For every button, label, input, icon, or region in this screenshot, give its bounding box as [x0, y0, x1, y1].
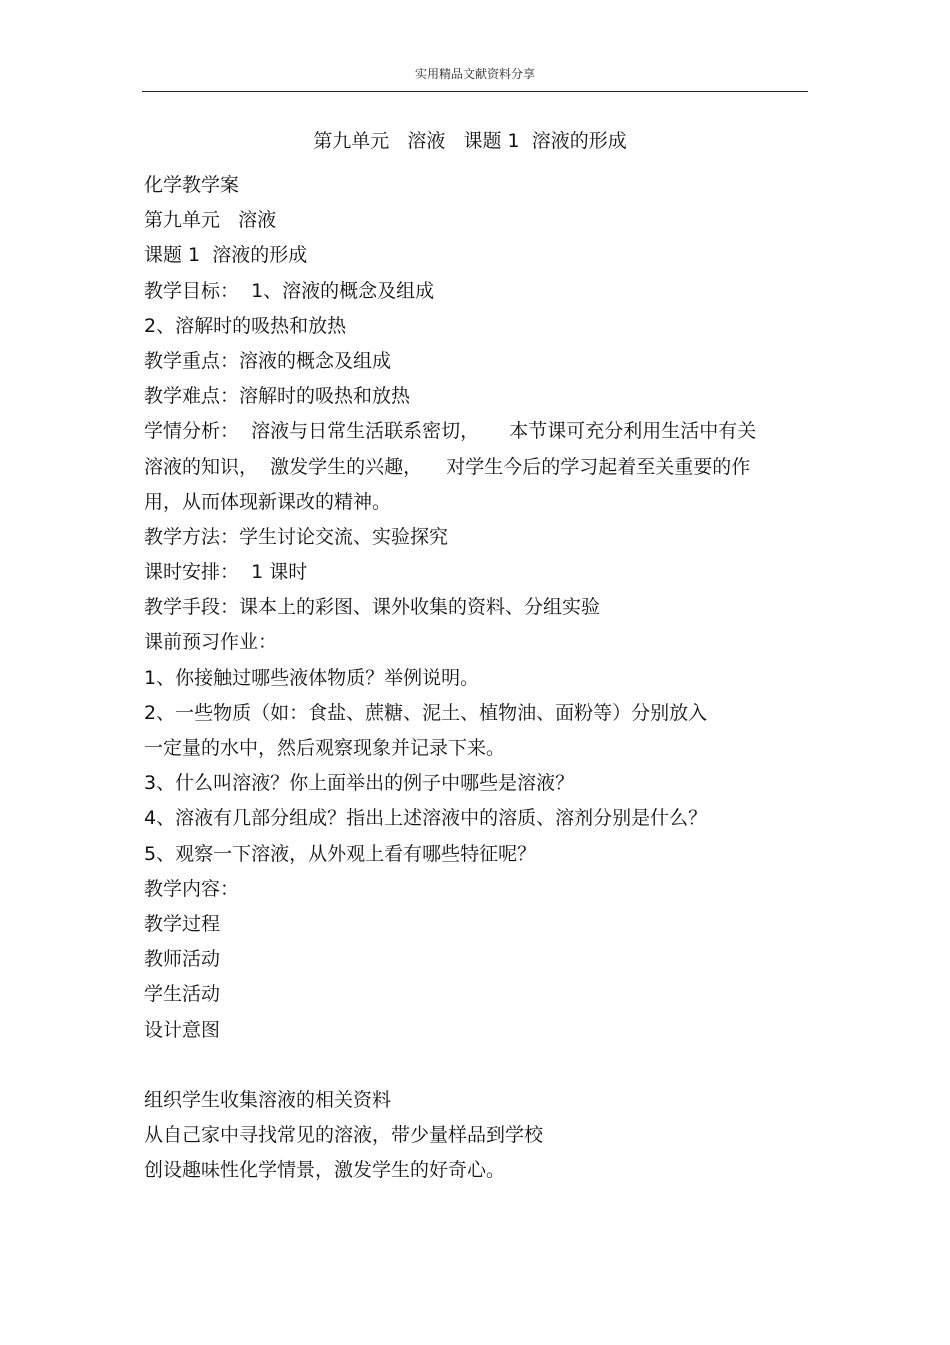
document-body: [144, 168, 800, 1188]
text-line: 一定量的水中，然后观察现象并记录下来。: [144, 737, 506, 759]
text-line: 教师活动: [144, 948, 221, 971]
page-header: 实用精品文献资料分享: [414, 67, 535, 81]
text-line: 用，从而体现新课改的精神。: [144, 490, 392, 513]
text-line: 2、一些物质（如：食盐、蔗糖、泥土、植物油、面粉等）分别放入: [144, 701, 708, 724]
text-line: 1、你接触过哪些液体物质？举例说明。: [144, 666, 480, 689]
text-line: 教学目标： 1、溶液的概念及组成: [144, 279, 435, 302]
text-line: 课题 1 溶液的形成: [144, 244, 308, 267]
text-line: 从自己家中寻找常见的溶液，带少量样品到学校: [144, 1124, 544, 1147]
text-line: 教学内容：: [144, 877, 240, 900]
text-line: 教学过程: [144, 912, 221, 935]
text-line: 组织学生收集溶液的相关资料: [144, 1088, 392, 1111]
text-line: 课时安排： 1 课时: [144, 561, 308, 584]
blank-line: [144, 1048, 800, 1083]
text-line: 溶液的知识， 激发学生的兴趣， 对学生今后的学习起着至关重要的作: [144, 455, 751, 478]
text-line: 教学重点：溶液的概念及组成: [144, 349, 392, 372]
document-title: 第九单元 溶液 课题 1 溶液的形成: [313, 130, 627, 152]
header-divider: [142, 91, 808, 92]
text-line: 学生活动: [144, 983, 221, 1006]
text-line: 3、什么叫溶液？你上面举出的例子中哪些是溶液？: [144, 772, 575, 795]
text-line: 第九单元 溶液: [144, 209, 277, 232]
text-line: 2、溶解时的吸热和放热: [144, 314, 347, 337]
text-line: 课前预习作业：: [144, 631, 278, 654]
text-line: 5、观察一下溶液，从外观上看有哪些特征呢？: [144, 842, 537, 865]
text-line: 教学手段：课本上的彩图、课外收集的资料、分组实验: [144, 596, 601, 619]
text-line: 教学难点：溶解时的吸热和放热: [144, 385, 411, 408]
text-line: 4、溶液有几部分组成？指出上述溶液中的溶质、溶剂分别是什么？: [144, 807, 708, 830]
text-line: 学情分析： 溶液与日常生活联系密切， 本节课可充分利用生活中有关: [144, 420, 757, 443]
text-line: 创设趣味性化学情景，激发学生的好奇心。: [144, 1159, 506, 1182]
text-line: 化学教学案: [144, 174, 240, 196]
text-line: 教学方法：学生讨论交流、实验探究: [144, 525, 449, 548]
text-line: 设计意图: [144, 1018, 221, 1041]
